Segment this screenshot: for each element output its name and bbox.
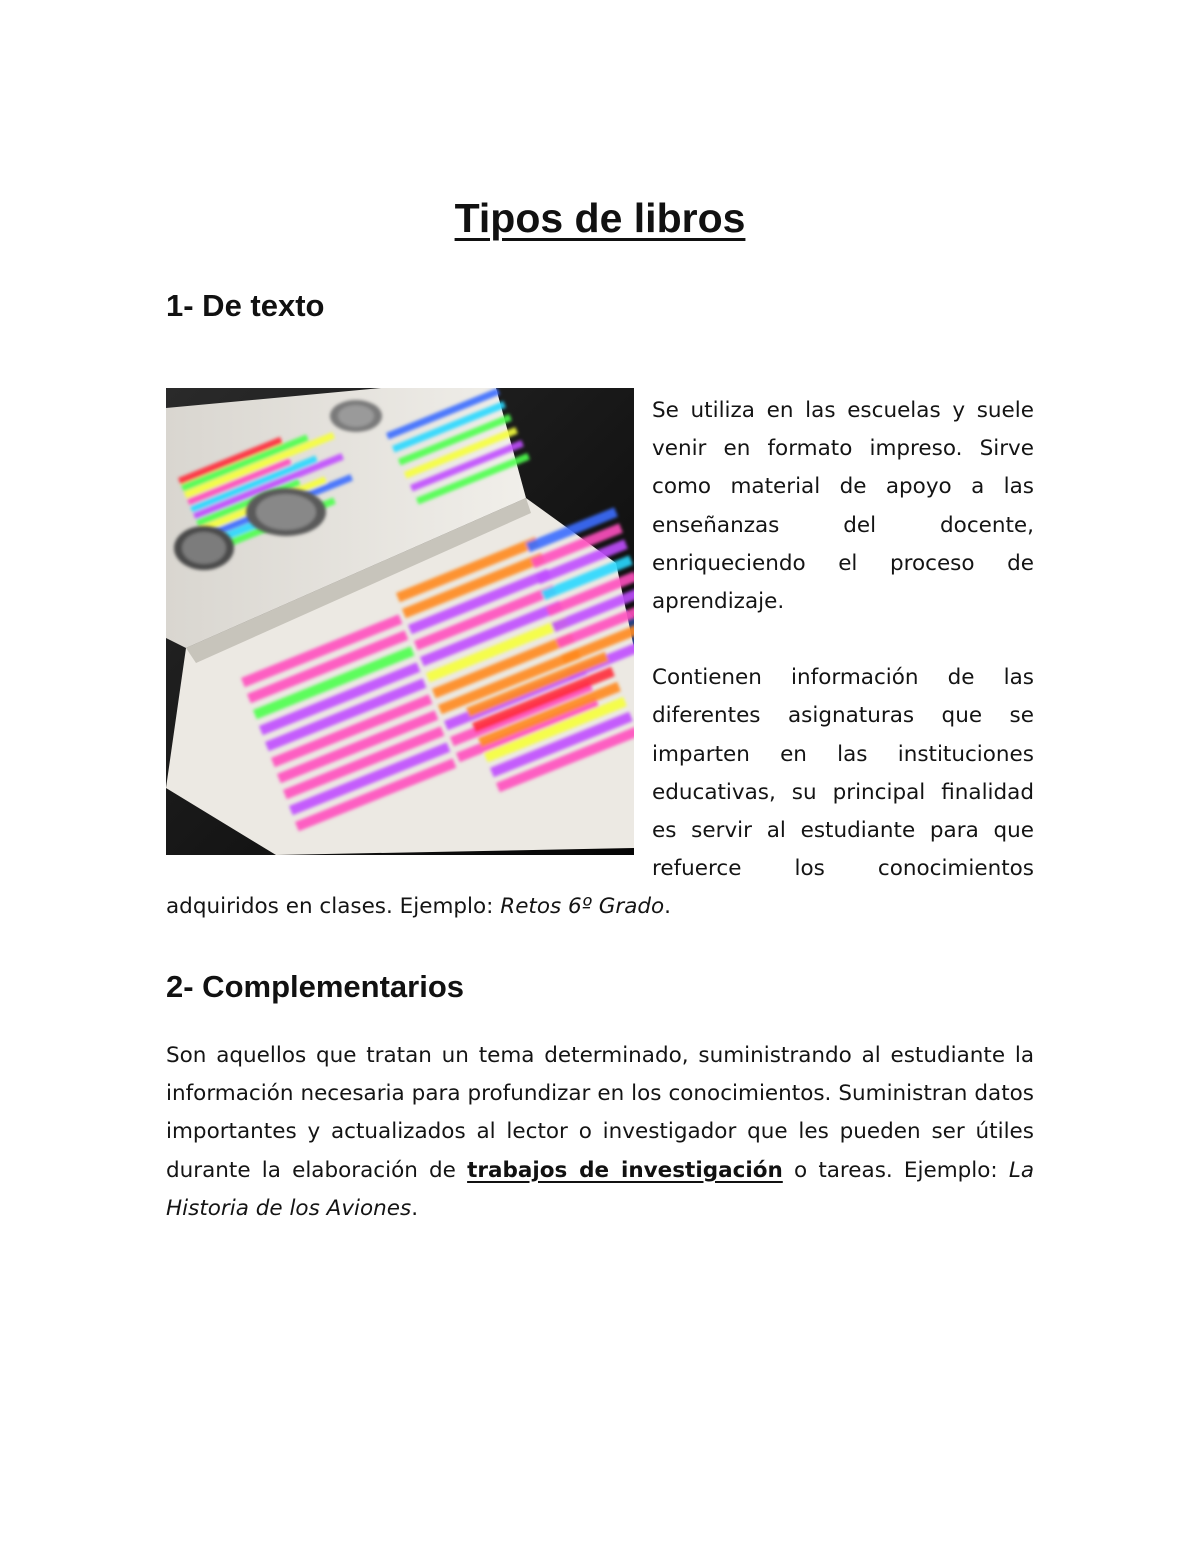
section2-paragraph-after-link: o tareas. Ejemplo: (782, 1157, 1009, 1183)
section-heading-de-texto: 1- De texto (166, 288, 325, 323)
section2-paragraph-text: Son aquellos que tratan un tema determinado, suministrando al estudiante la información necesaria para profundizar en los conocimientos. Suministran datos importantes y actualizados al lector o investigador que les pueden ser útiles durante la elaboración de (166, 1043, 1034, 1183)
section1-example: Retos 6º Grado (500, 894, 665, 920)
section2-example: La Historia de los Aviones (166, 1157, 1035, 1221)
textbook-photo (166, 388, 634, 855)
section2-example-suffix: . (411, 1195, 419, 1221)
section1-paragraph-2-text: Contienen información de las diferentes asignaturas que se imparten en las instituciones educativas, su principal finalidad es servir al estudiante para que refuerce los conocimientos adquiridos en clases. Ejemplo: (166, 665, 1034, 920)
section-complementarios (166, 1037, 1034, 1228)
section-de-texto (166, 392, 1034, 927)
trabajos-de-investigacion-link[interactable]: trabajos de investigación (467, 1157, 783, 1183)
section1-paragraph-1: Se utiliza en las escuelas y suele venir en formato impreso. Sirve como material de apoyo a las enseñanzas del docente, enriqueciendo el proceso de aprendizaje. (652, 398, 1034, 615)
document-title: Tipos de libros (454, 195, 746, 241)
section2-paragraph (166, 1037, 1034, 1228)
section1-example-suffix: . (664, 894, 672, 920)
section-heading-complementarios: 2- Complementarios (166, 969, 465, 1004)
open-textbook-image (166, 388, 634, 855)
